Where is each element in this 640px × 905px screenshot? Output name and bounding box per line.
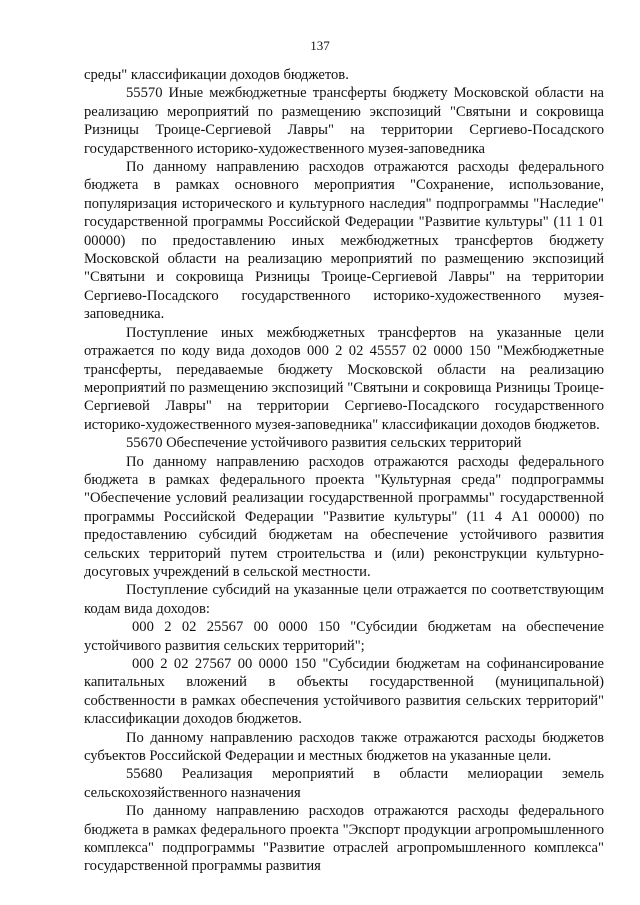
paragraph: По данному направлению расходов также отражаются расходы бюджетов субъектов Российской Федерации и местных бюджетов на указанные цели. xyxy=(84,729,604,765)
paragraph: 000 2 02 25567 00 0000 150 "Субсидии бюджетам на обеспечение устойчивого развития сельских территорий"; xyxy=(84,619,604,654)
paragraph: 000 2 02 27567 00 0000 150 "Субсидии бюджетам на софинансирование капитальных вложений в объекты государственной (муниципальной) собственности в рамках обеспечения устойчивого развития сельских территорий" классификации доходов бюджетов. xyxy=(84,656,604,728)
paragraph: По данному направлению расходов отражаются расходы федерального бюджета в рамках федерального проекта "Экспорт продукции агропромышленного комплекса" подпрограммы "Развитие отраслей агропромышленного комплекса" государственной программы развития xyxy=(84,803,604,875)
paragraph: По данному направлению расходов отражаются расходы федерального бюджета в рамках федерального проекта "Культурная среда" подпрограммы "Обеспечение условий реализации государственной программы" государственной программы Российской Федерации "Развитие культуры" (11 4 А1 00000) по предоставлению субсидий бюджетам на обеспечение устойчивого развития сельских территорий путем строительства и (или) реконструкции культурно-досуговых учреждений в сельской местности. xyxy=(84,453,604,580)
paragraph: 55680 Реализация мероприятий в области мелиорации земель сельскохозяйственного назначения xyxy=(84,766,604,801)
document-body xyxy=(84,66,604,876)
page-number: 137 xyxy=(310,38,330,53)
paragraph: Поступление иных межбюджетных трансфертов на указанные цели отражается по коду вида доходов 000 2 02 45557 02 0000 150 "Межбюджетные трансферты, передаваемые бюджету Московской области на реализацию мероприятий по размещению экспозиций "Святыни и сокровища Ризницы Троице-Сергиевой Лавры" на территории Сергиево-Посадского государственного историко-художественного музея-заповедника" классификации доходов бюджетов. xyxy=(84,324,604,433)
paragraph: 55570 Иные межбюджетные трансферты бюджету Московской области на реализацию мероприятий по размещению экспозиций "Святыни и сокровища Ризницы Троице-Сергиевой Лавры" на территории Сергиево-Посадского государственного историко-художественного музея-заповедника xyxy=(84,85,604,157)
paragraph: По данному направлению расходов отражаются расходы федерального бюджета в рамках основного мероприятия "Сохранение, использование, популяризация исторического и культурного наследия" подпрограммы "Наследие" государственной программы Российской Федерации "Развитие культуры" (11 1 01 00000) по предоставлению иных межбюджетных трансфертов бюджету Московской области на реализацию мероприятий по размещению экспозиций "Святыни и сокровища Ризницы Троице-Сергиевой Лавры" на территории Сергиево-Посадского государственного историко-художественного музея-заповедника. xyxy=(84,159,604,323)
paragraph: 55670 Обеспечение устойчивого развития сельских территорий xyxy=(126,435,522,452)
paragraph: среды" классификации доходов бюджетов. xyxy=(84,67,349,83)
paragraph: Поступление субсидий на указанные цели отражается по соответствующим кодам вида доходов: xyxy=(84,582,604,617)
